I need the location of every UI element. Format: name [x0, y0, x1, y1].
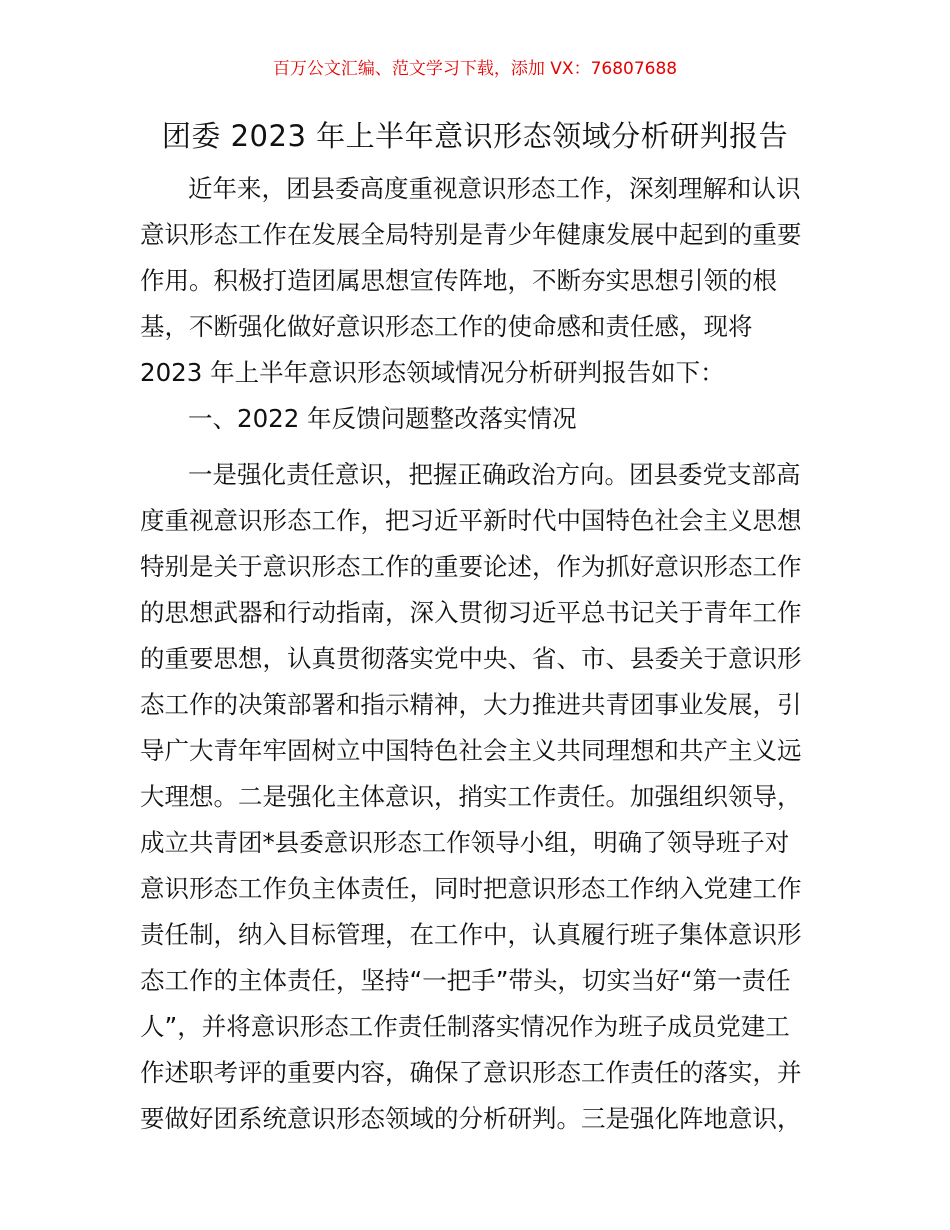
paragraph-line: 作述职考评的重要内容，确保了意识形态工作责任的落实，并 — [140, 1058, 802, 1087]
paragraph-line: 态工作的主体责任，坚持“一把手”带头，切实当好“第一责任 — [140, 966, 791, 995]
section-heading: 一、2022 年反馈问题整改落实情况 — [188, 404, 577, 433]
paragraph-line: 作用。积极打造团属思想宣传阵地，不断夯实思想引领的根 — [140, 266, 777, 295]
paragraph-line: 大理想。二是强化主体意识，捎实工作责任。加强组织领导， — [140, 782, 802, 811]
section-paragraph — [140, 452, 816, 1142]
paragraph-line: 意识形态工作负主体责任，同时把意识形态工作纳入党建工作 — [140, 874, 802, 903]
paragraph-line: 2023 年上半年意识形态领域情况分析研判报告如下： — [140, 358, 725, 387]
paragraph-line: 的重要思想，认真贯彻落实党中央、省、市、县委关于意识形 — [140, 644, 802, 673]
paragraph-line: 近年来，团县委高度重视意识形态工作，深刻理解和认识 — [188, 174, 801, 203]
paragraph-line: 意识形态工作在发展全局特别是青少年健康发展中起到的重要 — [140, 220, 802, 249]
paragraph-line: 要做好团系统意识形态领域的分析研判。三是强化阵地意识， — [140, 1104, 802, 1133]
paragraph-line: 的思想武器和行动指南，深入贯彻习近平总书记关于青年工作 — [140, 598, 802, 627]
document-title: 团委 2023 年上半年意识形态领域分析研判报告 — [161, 119, 789, 153]
paragraph-line: 度重视意识形态工作，把习近平新时代中国特色社会主义思想 — [140, 506, 802, 535]
paragraph-line: 人”，并将意识形态工作责任制落实情况作为班子成员党建工 — [140, 1012, 790, 1041]
paragraph-line: 成立共青团*县委意识形态工作领导小组，明确了领导班子对 — [140, 828, 790, 857]
paragraph-line: 特别是关于意识形态工作的重要论述，作为抓好意识形态工作 — [140, 552, 802, 581]
intro-paragraph — [140, 166, 816, 396]
paragraph-line: 态工作的决策部署和指示精神，大力推进共青团事业发展，引 — [140, 690, 802, 719]
paragraph-line: 导广大青年牢固树立中国特色社会主义共同理想和共产主义远 — [140, 736, 802, 765]
paragraph-line: 一是强化责任意识，把握正确政治方向。团县委党支部高 — [188, 460, 801, 489]
paragraph-line: 责任制，纳入目标管理，在工作中，认真履行班子集体意识形 — [140, 920, 802, 949]
paragraph-line: 基，不断强化做好意识形态工作的使命感和责任感，现将 — [140, 312, 753, 341]
header-watermark-note: 百万公文汇编、范文学习下载，添加 VX：76807688 — [272, 59, 678, 79]
